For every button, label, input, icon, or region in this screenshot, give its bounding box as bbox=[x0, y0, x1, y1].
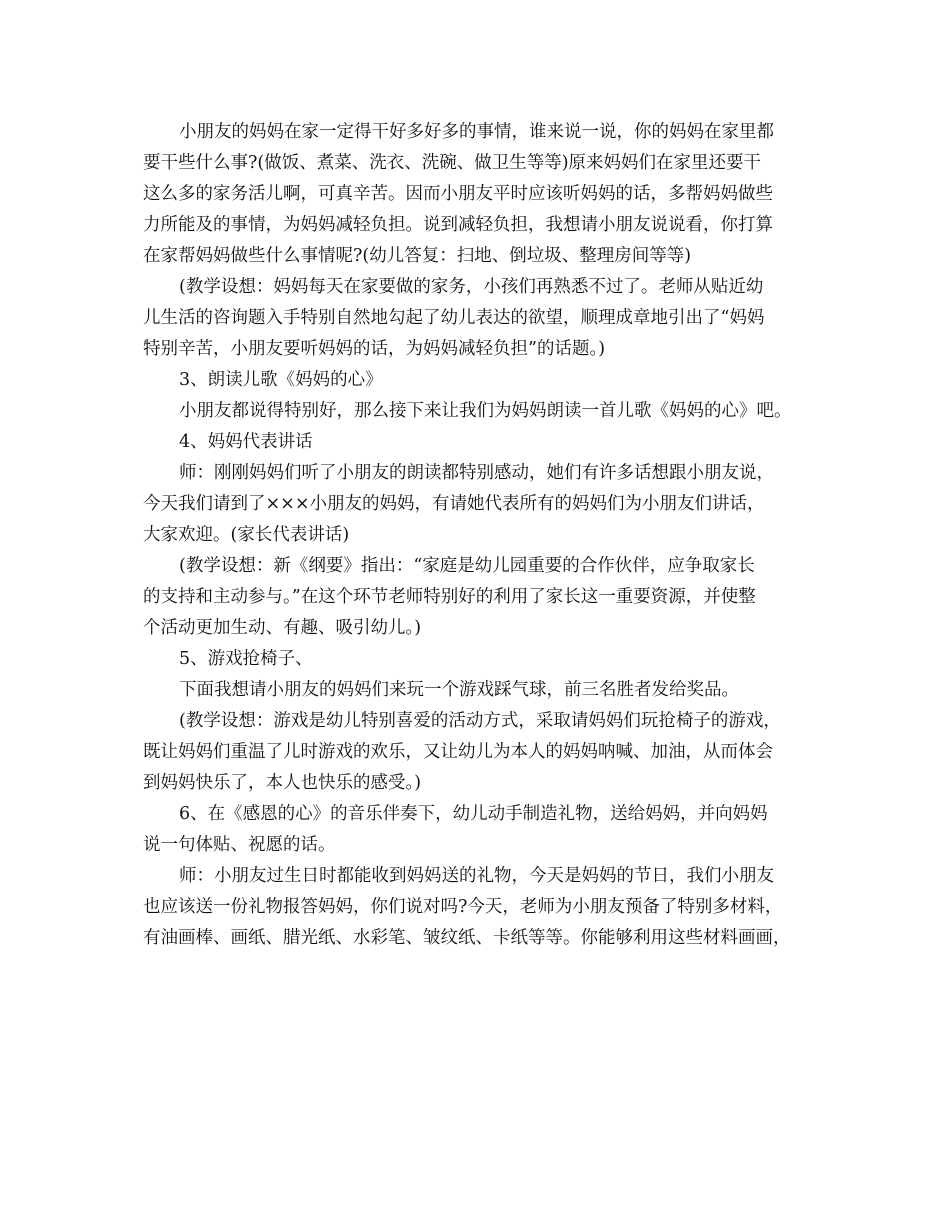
paragraph-recite-poem bbox=[143, 396, 833, 427]
document-body bbox=[143, 117, 833, 954]
text-line: 特别辛苦，小朋友要听妈妈的话，为妈妈减轻负担”的话题。) bbox=[143, 339, 606, 359]
heading-line: 说一句体贴、祝愿的话。 bbox=[143, 835, 336, 855]
text-line: (教学设想：游戏是幼儿特别喜爱的活动方式，采取请妈妈们玩抢椅子的游戏， bbox=[179, 711, 781, 731]
text-line: 今天我们请到了×××小朋友的妈妈，有请她代表所有的妈妈们为小朋友们讲话， bbox=[143, 494, 765, 514]
heading-line: 4、妈妈代表讲话 bbox=[179, 432, 313, 452]
section-heading-4 bbox=[143, 427, 833, 458]
text-line: 小朋友都说得特别好，那么接下来让我们为妈妈朗读一首儿歌《妈妈的心》吧。 bbox=[179, 401, 792, 421]
heading-line: 5、游戏抢椅子、 bbox=[179, 649, 313, 669]
text-line: 有油画棒、画纸、腊光纸、水彩笔、皱纹纸、卡纸等等。你能够利用这些材料画画， bbox=[143, 928, 791, 948]
text-line: 这么多的家务活儿啊，可真辛苦。因而小朋友平时应该听妈妈的话，多帮妈妈做些 bbox=[143, 184, 773, 204]
text-line: (教学设想：新《纲要》指出：“家庭是幼儿园重要的合作伙伴，应争取家长 bbox=[179, 556, 755, 576]
text-line: 的支持和主动参与。”在这个环节老师特别好的利用了家长这一重要资源，并使整 bbox=[143, 587, 756, 607]
paragraph-teaching-note-3 bbox=[143, 706, 833, 799]
text-line: 下面我想请小朋友的妈妈们来玩一个游戏踩气球，前三名胜者发给奖品。 bbox=[179, 680, 739, 700]
section-heading-3 bbox=[143, 365, 833, 396]
section-heading-6 bbox=[143, 799, 833, 861]
heading-line: 6、在《感恩的心》的音乐伴奏下，幼儿动手制造礼物，送给妈妈，并向妈妈 bbox=[179, 804, 768, 824]
text-line: 也应该送一份礼物报答妈妈，你们说对吗?今天，老师为小朋友预备了特别多材料， bbox=[143, 897, 783, 917]
text-line: 儿生活的咨询题入手特别自然地勾起了幼儿表达的欲望，顺理成章地引出了“妈妈 bbox=[143, 308, 765, 328]
text-line: 要干些什么事?(做饭、煮菜、洗衣、洗碗、做卫生等等)原来妈妈们在家里还要干 bbox=[143, 153, 762, 173]
paragraph-teaching-note-2 bbox=[143, 551, 833, 644]
text-line: 大家欢迎。(家长代表讲话) bbox=[143, 525, 350, 545]
text-line: (教学设想：妈妈每天在家要做的家务，小孩们再熟悉不过了。老师从贴近幼 bbox=[179, 277, 764, 297]
section-heading-5 bbox=[143, 644, 833, 675]
paragraph-teacher-speech bbox=[143, 458, 833, 551]
paragraph-teaching-note-1 bbox=[143, 272, 833, 365]
text-line: 既让妈妈们重温了儿时游戏的欢乐，又让幼儿为本人的妈妈呐喊、加油，从而体会 bbox=[143, 742, 773, 762]
text-line: 力所能及的事情，为妈妈减轻负担。说到减轻负担，我想请小朋友说说看，你打算 bbox=[143, 215, 773, 235]
text-line: 师：刚刚妈妈们听了小朋友的朗读都特别感动，她们有许多话想跟小朋友说， bbox=[179, 463, 774, 483]
paragraph-household-chores bbox=[143, 117, 833, 272]
text-line: 个活动更加生动、有趣、吸引幼儿。) bbox=[143, 618, 422, 638]
paragraph-gift-making bbox=[143, 861, 833, 954]
text-line: 到妈妈快乐了，本人也快乐的感受。) bbox=[143, 773, 422, 793]
text-line: 在家帮妈妈做些什么事情呢?(幼儿答复：扫地、倒垃圾、整理房间等等) bbox=[143, 246, 692, 266]
heading-line: 3、朗读儿歌《妈妈的心》 bbox=[179, 370, 383, 390]
text-line: 师：小朋友过生日时都能收到妈妈送的礼物，今天是妈妈的节日，我们小朋友 bbox=[179, 866, 774, 886]
text-line: 小朋友的妈妈在家一定得干好多好多的事情，谁来说一说，你的妈妈在家里都 bbox=[179, 122, 774, 142]
paragraph-balloon-game bbox=[143, 675, 833, 706]
